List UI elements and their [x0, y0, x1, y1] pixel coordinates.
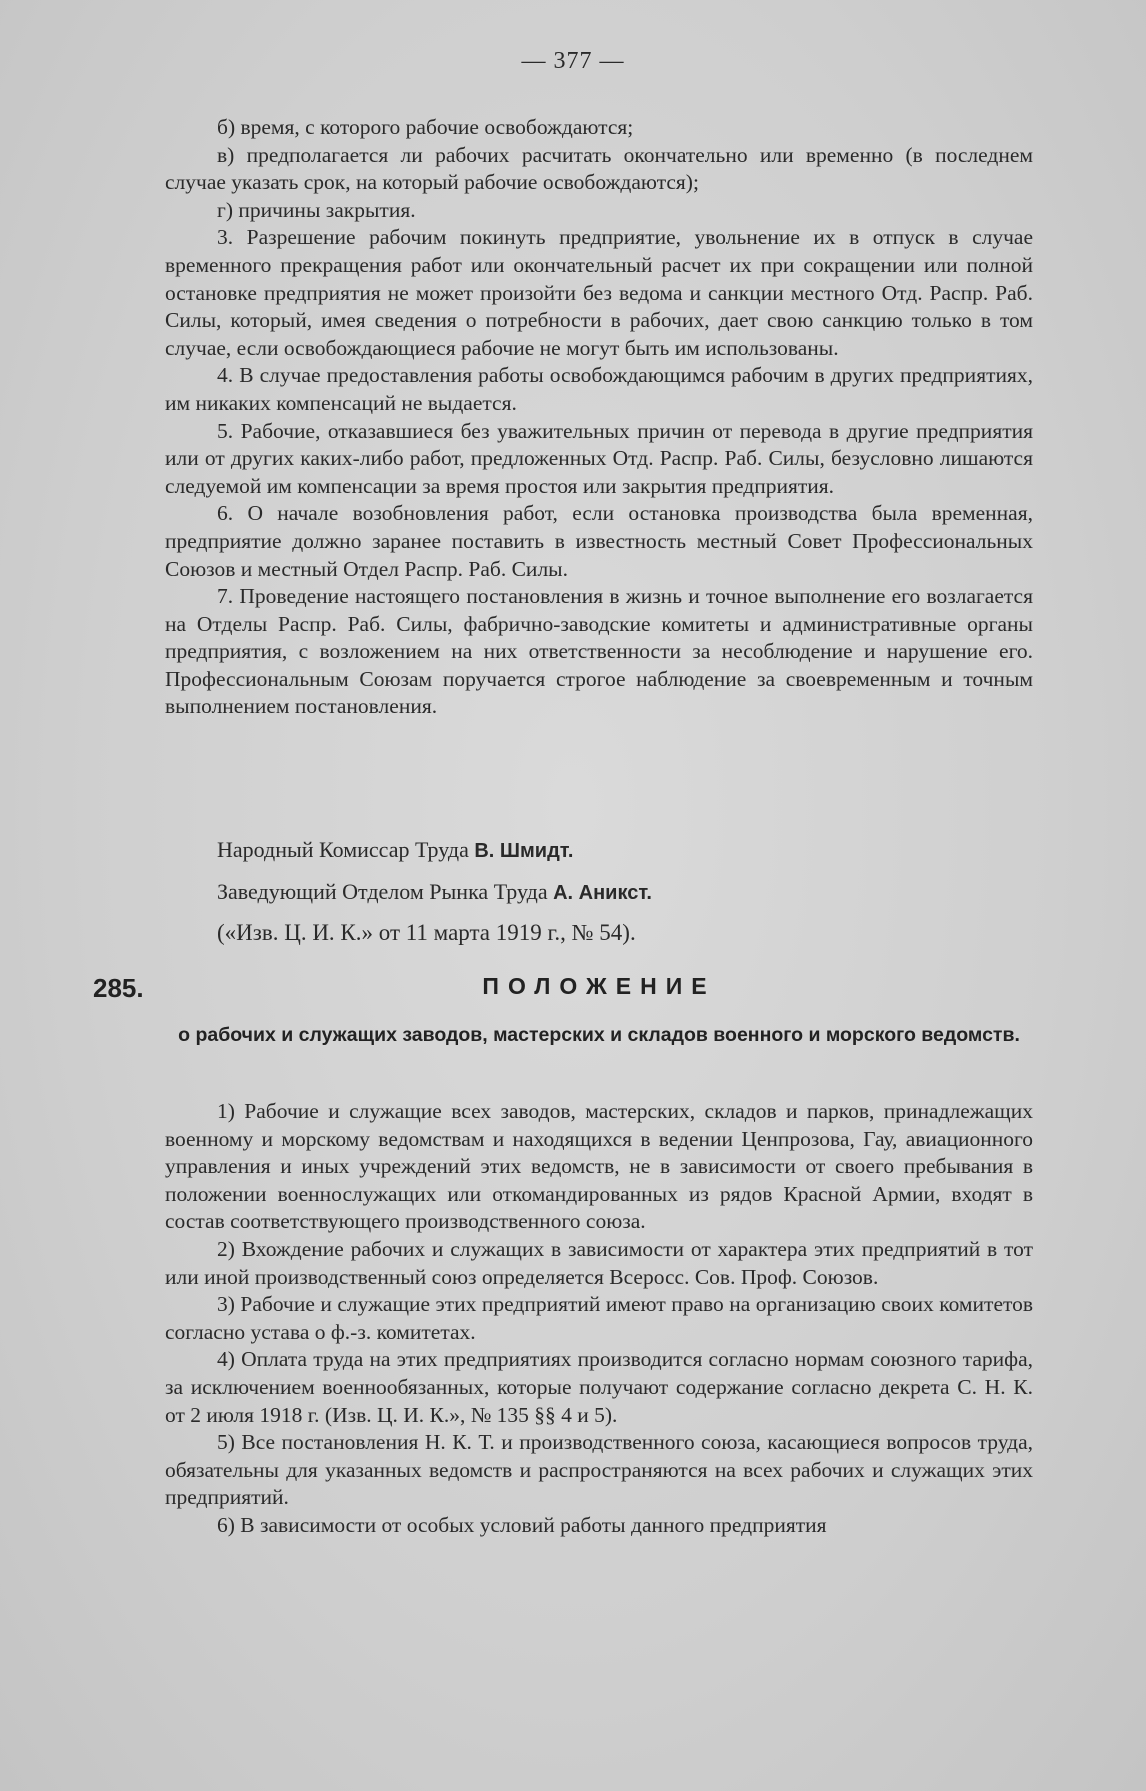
- regulation-text: [165, 1098, 1033, 1540]
- signature-role: Народный Комиссар Труда: [217, 837, 469, 862]
- signature-name: В. Шмидт.: [474, 840, 574, 862]
- paragraph-3: 3. Разрешение рабочим покинуть предприятие, увольнение их в отпуск в случае временного прекращения работ или окончательный расчет их при сокращении или полной остановке предприятия не может произойти без ведома и санкции местного Отд. Распр. Раб. Силы, который, имея сведения о потребности в рабочих, дает свою санкцию только в том случае, если освобождающиеся рабочие не могут быть им использованы.: [165, 225, 1033, 360]
- paragraph-5: 5. Рабочие, отказавшиеся без уважительных причин от перевода в другие предприятия или от других каких-либо работ, предложенных Отд. Распр. Раб. Силы, безусловно лишаются следуемой им компенсации за время простоя или закрытия предприятия.: [165, 418, 1033, 498]
- document-subtitle: о рабочих и служащих заводов, мастерских и складов военного и морского ведомств.: [178, 1024, 1020, 1046]
- signature-name: А. Аникст.: [553, 881, 652, 904]
- regulation-item-5: 5) Все постановления Н. К. Т. и производственного союза, касающиеся вопросов труда, обязательны для указанных ведомств и распространяются на всех рабочих и служащих этих предприятий.: [165, 1430, 1033, 1510]
- regulation-item-4: 4) Оплата труда на этих предприятиях производится согласно нормам союзного тарифа, за исключением военнообязанных, которые получают содержание согласно декрета С. Н. К. от 2 июля 1918 г. (Изв. Ц. И. К.», № 135 §§ 4 и 5).: [165, 1347, 1033, 1427]
- paragraph-7: 7. Проведение настоящего постановления в жизнь и точное выполнение его возлагается на Отделы Распр. Раб. Силы, фабрично-заводские комитеты и административные органы предприятия, с возложением на них ответственности за несоблюдение и нарушение его. Профессиональным Союзам поручается строгое наблюдение за своевременным и точным выполнением постановления.: [165, 584, 1033, 719]
- regulation-item-3: 3) Рабочие и служащие этих предприятий имеют право на организацию своих комитетов согласно устава о ф.-з. комитетах.: [165, 1292, 1033, 1344]
- signature-role: Заведующий Отделом Рынка Труда: [217, 878, 548, 904]
- paragraph-6: 6. О начале возобновления работ, если остановка производства была временная, предприятие должно заранее поставить в известность местный Совет Профессиональных Союзов и местный Отдел Распр. Раб. Силы.: [165, 501, 1033, 581]
- regulation-item-1: 1) Рабочие и служащие всех заводов, мастерских, складов и парков, принадлежащих военному и морскому ведомствам и находящихся в ведении Ценпрозова, Гау, авиационного управления и иных учреждений этих ведомств, не в зависимости от своего пребывания в положении военнослужащих или откомандированных из рядов Красной Армии, входят в состав соответствующего производственного союза.: [165, 1099, 1033, 1234]
- signature-commissar: [165, 836, 1033, 866]
- previous-decree-text: [165, 114, 1033, 721]
- regulation-item-2: 2) Вхождение рабочих и служащих в зависимости от характера этих предприятий в тот или иной производственный союз определяется Всеросс. Сов. Проф. Союзов.: [165, 1236, 1033, 1289]
- paragraph-4: 4. В случае предоставления работы освобождающимся рабочим в других предприятиях, им никаких компенсаций не выдается.: [165, 363, 1033, 415]
- paragraph-v: в) предполагается ли рабочих расчитать окончательно или временно (в последнем случае указать срок, на который рабочие освобождаются);: [165, 142, 1033, 195]
- signature-block: [165, 836, 1033, 947]
- regulation-item-6: 6) В зависимости от особых условий работы данного предприятия: [217, 1512, 827, 1537]
- source-citation: («Изв. Ц. И. К.» от 11 марта 1919 г., № 54).: [217, 920, 636, 946]
- bleed-through-mark: [1124, 330, 1146, 370]
- bleed-through-mark: [1124, 1440, 1146, 1480]
- signature-head: [165, 878, 1033, 908]
- document-number: 285.: [93, 973, 144, 1003]
- page-number: — 377 —: [521, 48, 625, 74]
- paragraph-b: б) время, с которого рабочие освобождаются;: [217, 115, 634, 139]
- paragraph-g: г) причины закрытия.: [217, 197, 416, 222]
- document-title: ПОЛОЖЕНИЕ: [482, 973, 716, 999]
